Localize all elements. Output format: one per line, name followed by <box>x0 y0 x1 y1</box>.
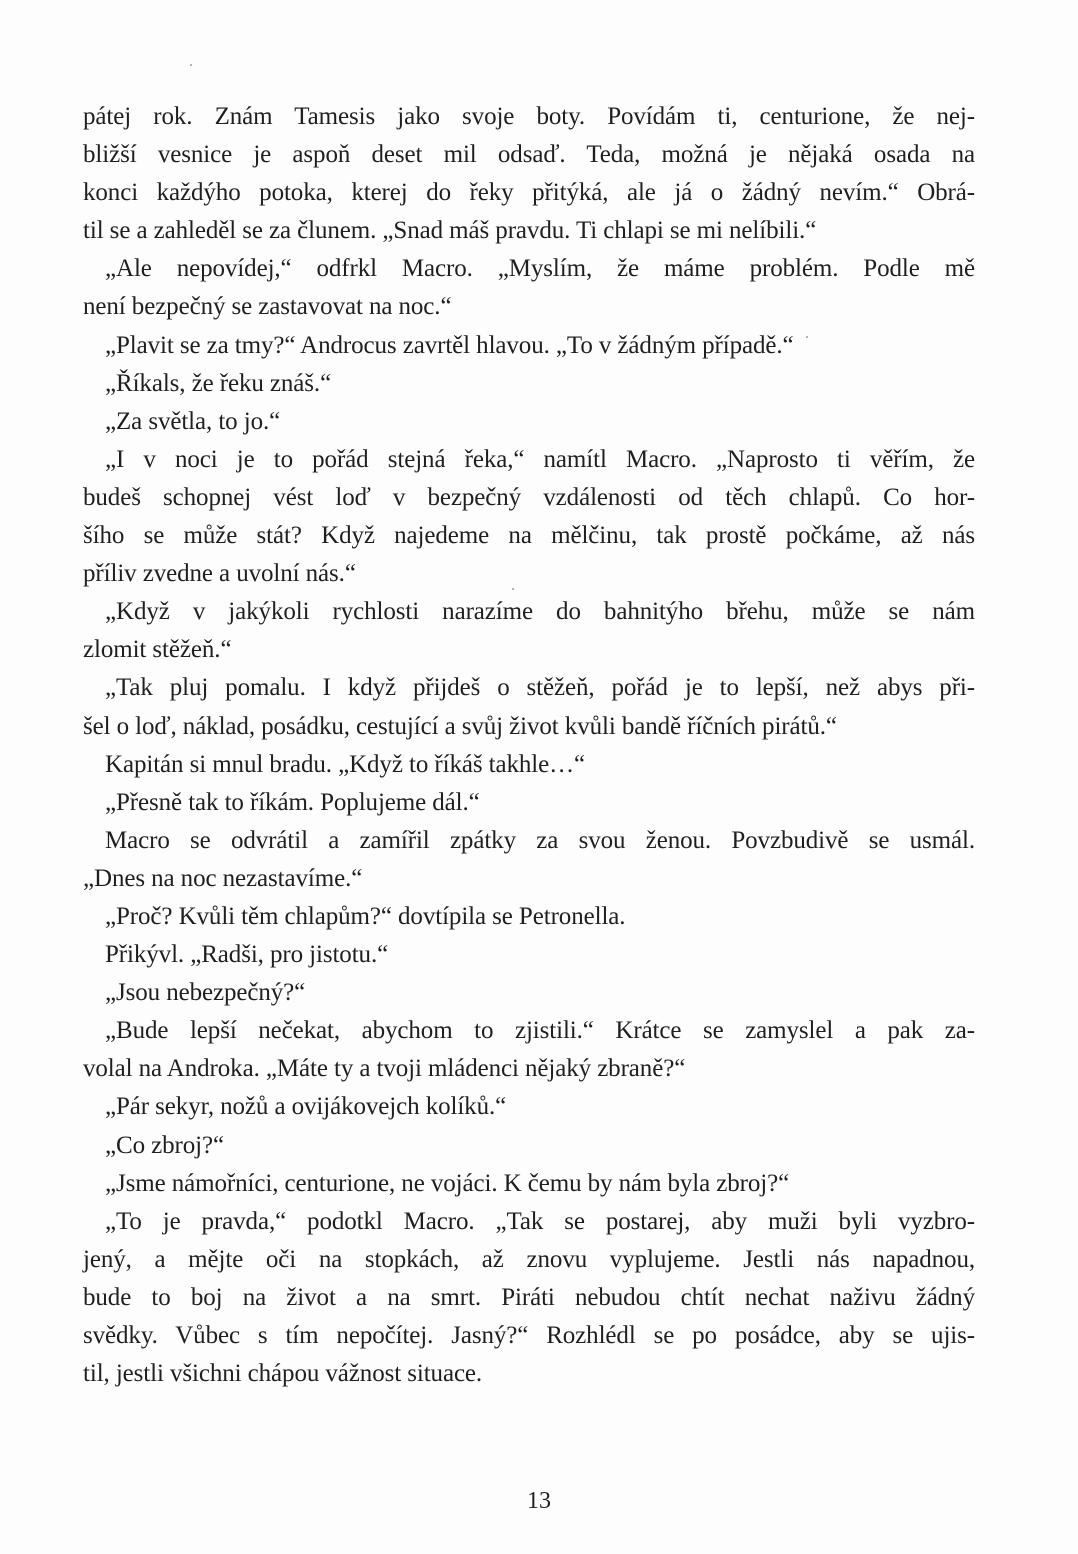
text-line: „Co zbroj?“ <box>105 1131 224 1159</box>
text-line: til, jestli všichni chápou vážnost situace. <box>83 1360 483 1388</box>
text-line: til se a zahleděl se za člunem. „Snad máš pravdu. Ti chlapi se mi nelíbili.“ <box>83 217 817 245</box>
text-line: bude to boj na život a na smrt. Piráti nebudou chtít nechat naživu žádný <box>83 1283 975 1311</box>
text-line: Přikývl. „Radši, pro jistotu.“ <box>105 941 389 969</box>
text-line: „Jsou nebezpečný?“ <box>105 979 306 1007</box>
text-line: pátej rok. Znám Tamesis jako svoje boty. Povídám ti, centurione, že nej- <box>83 103 975 130</box>
text-line: „I v noci je to pořád stejná řeka,“ namítl Macro. „Naprosto ti věřím, že <box>105 445 975 473</box>
text-line: „Plavit se za tmy?“ Androcus zavrtěl hlavou. „To v žádným případě.“ <box>105 331 794 359</box>
text-line: konci každýho potoka, kterej do řeky přitýká, ale já o žádný nevím.“ Obrá- <box>83 179 975 207</box>
text-line: „Pár sekyr, nožů a ovijákovejch kolíků.“ <box>105 1093 507 1121</box>
text-line: „Tak pluj pomalu. I když přijdeš o stěžeň, pořád je to lepší, než abys při- <box>105 674 975 702</box>
text-line: „Proč? Kvůli těm chlapům?“ dovtípila se Petronella. <box>105 902 626 930</box>
text-line: „Když v jakýkoli rychlosti narazíme do bahnitýho břehu, může se nám <box>105 598 975 626</box>
text-line: šího se může stát? Když najedeme na mělčinu, tak prostě počkáme, až nás <box>83 522 975 550</box>
text-line: není bezpečný se zastavovat na noc.“ <box>83 293 452 321</box>
text-line: zlomit stěžeň.“ <box>83 636 232 664</box>
text-line: „Jsme námořníci, centurione, ne vojáci. K čemu by nám byla zbroj?“ <box>105 1169 790 1197</box>
text-line: příliv zvedne a uvolní nás.“ <box>83 560 356 588</box>
text-line: šel o loď, náklad, posádku, cestující a svůj život kvůli bandě říčních pirátů.“ <box>83 712 837 740</box>
text-line: Kapitán si mnul bradu. „Když to říkáš takhle…“ <box>105 750 585 778</box>
text-line: „Za světla, to jo.“ <box>105 407 281 435</box>
text-line: bližší vesnice je aspoň deset mil odsaď. Teda, možná je nějaká osada na <box>83 141 975 169</box>
text-line: budeš schopnej vést loď v bezpečný vzdálenosti od těch chlapů. Co hor- <box>83 483 975 511</box>
body-text <box>83 98 975 1393</box>
text-line: „Dnes na noc nezastavíme.“ <box>83 864 363 892</box>
text-line: „To je pravda,“ podotkl Macro. „Tak se postarej, aby muži byli vyzbro- <box>105 1207 975 1235</box>
text-line: „Přesně tak to říkám. Poplujeme dál.“ <box>105 788 480 816</box>
page-number: 13 <box>527 1488 551 1514</box>
text-line: „Říkals, že řeku znáš.“ <box>105 369 332 397</box>
text-line: Macro se odvrátil a zamířil zpátky za svou ženou. Povzbudivě se usmál. <box>105 826 975 854</box>
text-line: jený, a mějte oči na stopkách, až znovu vyplujeme. Jestli nás napadnou, <box>83 1245 975 1273</box>
paper-speck <box>190 64 192 66</box>
text-line: „Ale nepovídej,“ odfrkl Macro. „Myslím, že máme problém. Podle mě <box>105 255 975 283</box>
text-line: volal na Androka. „Máte ty a tvoji mládenci nějaký zbraně?“ <box>83 1055 686 1083</box>
text-line: svědky. Vůbec s tím nepočítej. Jasný?“ Rozhlédl se po posádce, aby se ujis- <box>83 1322 975 1349</box>
text-line: „Bude lepší nečekat, abychom to zjistili.“ Krátce se zamyslel a pak za- <box>105 1017 975 1045</box>
